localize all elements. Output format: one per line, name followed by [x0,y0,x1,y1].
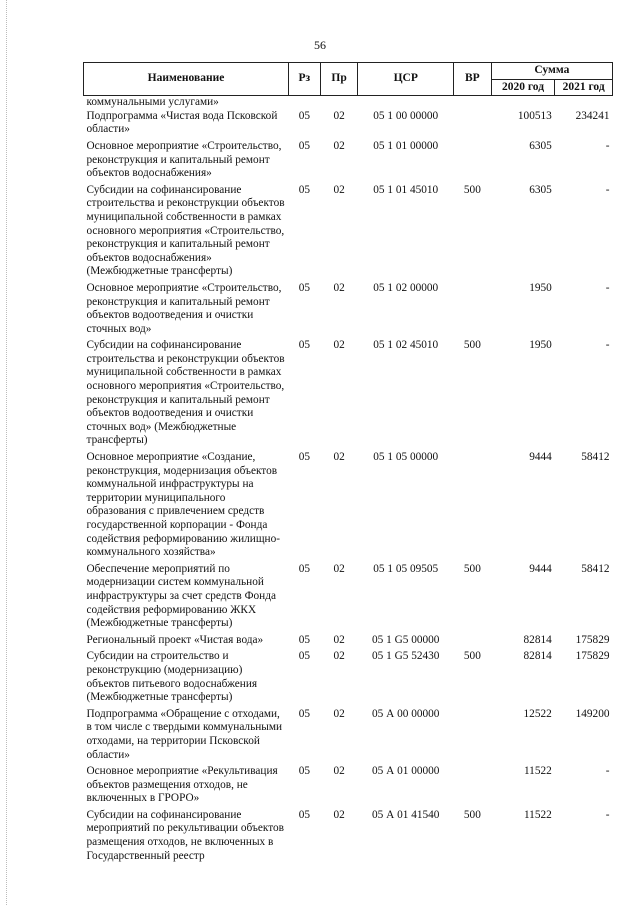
cell-s2: - [605,808,610,821]
cell-s1 [491,96,555,110]
cell-s2: - [605,139,610,152]
cell-rz [288,96,320,110]
cell-s2 [555,96,613,110]
cell-rz: 05 [298,562,310,575]
cell-rz: 05 [298,281,310,294]
cell-pr: 02 [333,339,345,352]
cell-pr: 02 [333,808,345,821]
cell-csr: 05 А 01 41540 [371,808,440,821]
table-row [84,110,613,137]
cell-s1: 82814 [523,650,552,663]
cell-name: Основное мероприятие «Создание, реконструкция, модернизация объектов коммунальной инфраструктуры на территории муниципального образования с привлечением средств государственной корпорации - Фонда содействия реформированию жилищно-коммунального хозяйства» [86,451,280,559]
cell-name: Обеспечение мероприятий по модернизации систем коммунальной инфраструктуры за счет средств Фонда содействия реформированию ЖКХ (Межбюджетные трансферты) [86,562,276,630]
cell-s1: 1950 [529,281,552,294]
cell-csr: 05 1 G5 52430 [371,650,440,663]
cell-pr: 02 [333,183,345,196]
cell-csr: 05 1 01 45010 [373,183,439,196]
cell-s1: 82814 [523,633,552,646]
cell-pr: 02 [333,650,345,663]
cell-s2: 58412 [581,451,610,464]
cell-vr: 500 [463,562,481,575]
header-vr: ВР [454,63,492,96]
header-name: Наименование [84,63,289,96]
cell-rz: 05 [298,633,310,646]
header-rz: Рз [288,63,320,96]
cell-pr: 02 [333,281,345,294]
cell-s1: 9444 [529,451,552,464]
cell-pr: 02 [333,765,345,778]
cell-name: коммунальными услугами» [86,96,219,109]
cell-name: Основное мероприятие «Рекультивация объектов размещения отходов, не включенных в ГРОРО» [86,765,278,805]
cell-rz: 05 [298,139,310,152]
cell-s1: 6305 [529,139,552,152]
table-row [84,279,613,336]
table-row [84,336,613,448]
cell-rz: 05 [298,183,310,196]
cell-s1: 9444 [529,562,552,575]
budget-table [83,62,613,863]
table-row [84,181,613,279]
cell-vr: 500 [463,183,481,196]
table-row [84,647,613,704]
cell-s1: 11522 [523,765,552,778]
cell-csr [358,96,454,110]
cell-pr [320,96,358,110]
scan-margin-line [6,0,8,905]
header-sum: Сумма [491,63,612,80]
cell-vr [454,96,492,110]
cell-s2: - [605,765,610,778]
cell-csr: 05 А 01 00000 [371,765,440,778]
table-row [84,137,613,181]
table-row [84,96,613,110]
cell-s1: 100513 [517,109,552,122]
cell-s2: - [605,183,610,196]
cell-pr: 02 [333,109,345,122]
table-row [84,560,613,631]
cell-vr [454,762,492,806]
cell-s2: 175829 [575,650,610,663]
cell-vr: 500 [463,650,481,663]
cell-name: Субсидии на строительство и реконструкцию (модернизацию) объектов питьевого водоснабжения (Межбюджетные трансферты) [86,650,258,704]
cell-name: Подпрограмма «Чистая вода Псковской области» [86,109,278,136]
header-2020: 2020 год [491,79,555,96]
cell-vr [454,631,492,648]
cell-vr [454,110,492,137]
cell-rz: 05 [298,765,310,778]
cell-vr [454,705,492,762]
cell-pr: 02 [333,139,345,152]
cell-s1: 12522 [523,707,552,720]
cell-s2: 175829 [575,633,610,646]
table-row [84,762,613,806]
cell-s2: 234241 [575,109,610,122]
cell-rz: 05 [298,109,310,122]
header-2021: 2021 год [555,79,613,96]
cell-name: Субсидии на софинансирование строительства и реконструкции объектов муниципальной собственности в рамках основного мероприятия «Строительство, реконструкция и капитальный ремонт объектов водоснабжения» (Межбюджетные трансферты) [86,183,285,278]
cell-csr: 05 1 02 00000 [373,281,439,294]
cell-name: Основное мероприятие «Строительство, реконструкция и капитальный ремонт объектов водоснабжения» [86,139,282,180]
table-body [84,96,613,864]
cell-csr: 05 1 05 09505 [373,562,439,575]
table-row [84,806,613,863]
table-row [84,448,613,560]
cell-s1: 1950 [529,339,552,352]
cell-pr: 02 [333,562,345,575]
cell-csr: 05 1 G5 00000 [371,633,440,646]
cell-csr: 05 1 01 00000 [373,139,439,152]
cell-vr [454,279,492,336]
cell-name: Субсидии на софинансирование мероприятий по рекультивации объектов размещения отходов, не включенных в Государственный реестр [86,808,284,862]
cell-pr: 02 [333,633,345,646]
cell-vr: 500 [463,339,481,352]
cell-csr: 05 1 02 45010 [373,339,439,352]
cell-csr: 05 1 05 00000 [373,451,439,464]
header-pr: Пр [320,63,358,96]
cell-rz: 05 [298,650,310,663]
cell-s2: 149200 [575,707,610,720]
cell-rz: 05 [298,339,310,352]
cell-pr: 02 [333,451,345,464]
cell-vr [454,448,492,560]
table-row [84,631,613,648]
cell-name: Подпрограмма «Обращение с отходами, в том числе с твердыми коммунальными отходами, на территории Псковской области» [86,707,283,761]
cell-s2: - [605,281,610,294]
cell-name: Субсидии на софинансирование строительства и реконструкции объектов муниципальной собственности в рамках основного мероприятия «Строительство, реконструкция и капитальный ремонт объектов водоотведения и очистки сточных вод» (Межбюджетные трансферты) [86,339,285,447]
cell-name: Региональный проект «Чистая вода» [86,633,264,646]
table-row [84,705,613,762]
cell-vr: 500 [463,808,481,821]
cell-s2: - [605,339,610,352]
cell-s1: 6305 [529,183,552,196]
cell-csr: 05 1 00 00000 [373,109,439,122]
cell-rz: 05 [298,451,310,464]
cell-s1: 11522 [523,808,552,821]
cell-rz: 05 [298,808,310,821]
page-number: 56 [314,38,326,52]
cell-vr [454,137,492,181]
cell-csr: 05 А 00 00000 [371,707,440,720]
cell-s2: 58412 [581,562,610,575]
header-csr: ЦСР [358,63,454,96]
cell-pr: 02 [333,707,345,720]
cell-name: Основное мероприятие «Строительство, реконструкция и капитальный ремонт объектов водоотведения и очистки сточных вод» [86,281,282,335]
cell-rz: 05 [298,707,310,720]
